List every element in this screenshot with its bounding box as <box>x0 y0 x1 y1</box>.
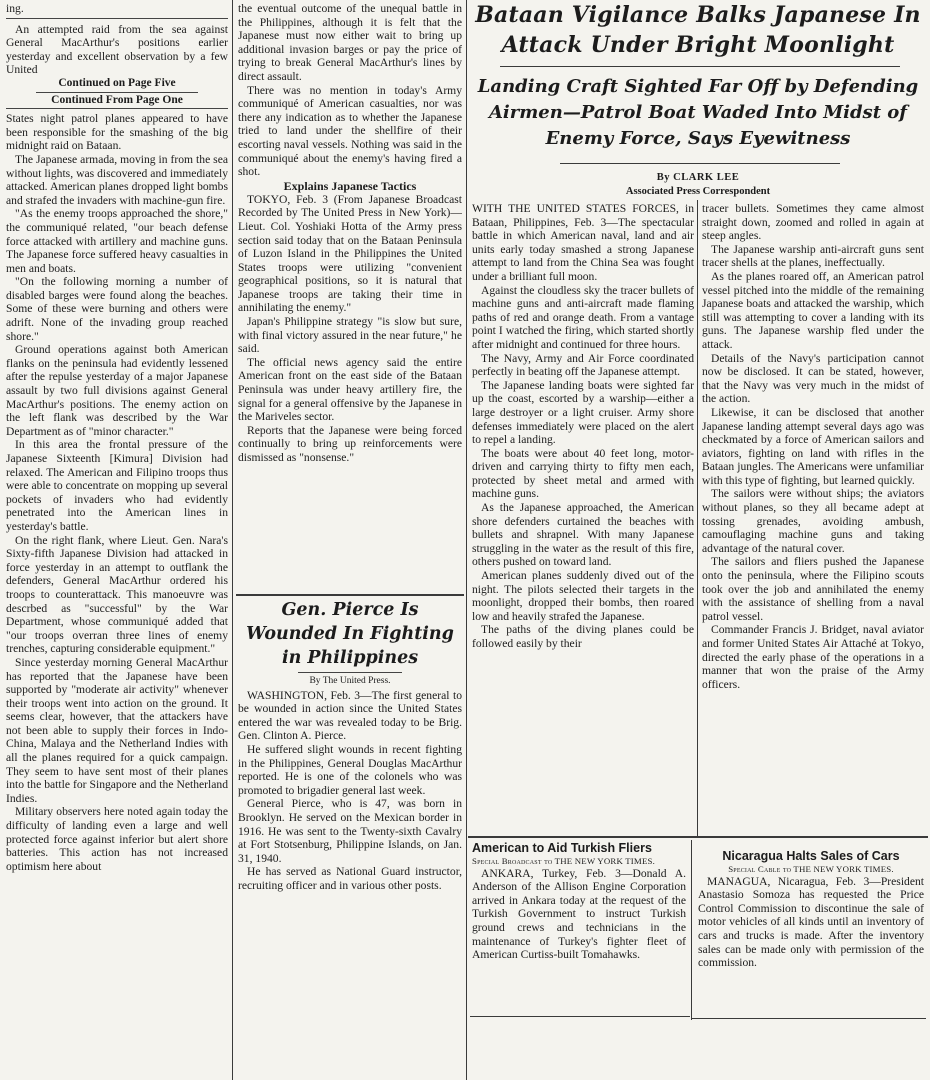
headline-rule <box>560 163 840 164</box>
main-byline-org: Associated Press Correspondent <box>625 186 771 197</box>
paragraph: WITH THE UNITED STATES FORCES, in Bataan, Philippines, Feb. 3—The spectacular battle in which American naval, land and air units early today smashed a strong Japanese attempt to land from the China Sea was fought under a brilliant full moon. <box>472 202 694 283</box>
pierce-headline: Gen. Pierce Is Wounded In Fighting in Philippines <box>246 600 454 668</box>
main-byline: By CLARK LEE <box>656 172 740 183</box>
paragraph: Since yesterday morning General MacArthur has reported that the Japanese have been supported by "moderate air activity" whenever their troops went into action on the ground. It seems clear, however, that the attackers have not been able to supply their forces in Indo-China, Malaya and the Netherland Indies with all the planes required for a quick campaign. They seem to have sent most of their planes into the battle for Singapore and the Netherland Indies. <box>6 655 228 805</box>
continued-on-label: Continued on Page Five <box>58 76 176 89</box>
top-fragment: ing. <box>6 2 24 15</box>
paragraph: The Japanese armada, moving in from the sea without lights, was discovered and immediately attacked. American planes dropped light bombs and strafed the invaders with machine-gun fire. <box>6 152 228 207</box>
nicaragua-article <box>698 850 924 1020</box>
paragraph: The Japanese landing boats were sighted far up the coast, escorted by a warship—either a large destroyer or a light cruiser. Army shore defenses immediately were placed on the alert to repel a landing. <box>472 378 694 447</box>
paragraph: Reports that the Japanese were being forced continually to bring up reinforcements were dismissed as "nonsense." <box>238 423 462 464</box>
paragraph: In this area the frontal pressure of the Japanese Sixteenth [Kimura] Division had relaxed. The American and Filipino troops thus were able to concentrate on mopping up several pockets of invaders who had evidently penetrated into the American lines in yesterday's battle. <box>6 438 228 533</box>
paragraph: MANAGUA, Nicaragua, Feb. 3—President Anastasio Somoza has requested the Price Control Commission to discontinue the sale of motor vehicles of all kinds until an inventory of cars and trucks is made. After the inventory sales can be made only with permission of the commission. <box>698 874 924 970</box>
turkish-credit: Special Broadcast to THE NEW YORK TIMES. <box>472 855 656 866</box>
paragraph: The boats were about 40 feet long, motor-driven and carrying thirty to fifty men each, protected by sheet metal and armed with machine guns. <box>472 446 694 501</box>
paragraph: On the right flank, where Lieut. Gen. Nara's Sixty-fifth Japanese Division had attacked in force yesterday in an attempt to outflank the defenders, General MacArthur ordered his troops to counterattack. This manoeuvre was descrbed as "successful" by the War Department, whose communiqué added that "our troops overran three lines of enemy trenches, capturing considerable equipment." <box>6 533 228 656</box>
turkish-headline: American to Aid Turkish Fliers <box>472 842 652 855</box>
column-1 <box>6 2 228 1080</box>
main-subheadline: Landing Craft Sighted Far Off by Defending Airmen—Patrol Boat Waded Into Midst of Enemy Force, Says Eyewitness <box>477 76 919 149</box>
paragraph: There was no mention in today's Army communiqué of American casualties, nor was there any indication as to whether the Japanese tried to land under the shellfire of their escorting naval vessels. Nothing was said in the communiqué about the enemy's having fired a shot. <box>238 83 462 179</box>
paragraph: ANKARA, Turkey, Feb. 3—Donald A. Anderson of the Allison Engine Corporation arrived in Ankara today at the request of the Turkish Government to instruct Turkish ground crews and technicians in the maintenance of Turkey's fighter fleet of American Curtiss-built Tomahawks. <box>472 866 686 962</box>
divider <box>298 672 402 673</box>
paragraph: Commander Francis J. Bridget, naval aviator and former United States Air Attaché at Tokyo, directed the early phase of the operations in a manner that won the praise of the Army officers. <box>702 623 924 691</box>
nicaragua-credit: Special Cable to THE NEW YORK TIMES. <box>728 863 894 874</box>
column-rule <box>691 840 692 1020</box>
paragraph: States night patrol planes appeared to have been responsible for the smashing of the big midnight raid on Bataan. <box>6 112 228 153</box>
paragraph: The Japanese warship anti-aircraft guns sent tracer shells at the planes, ineffectually. <box>702 242 924 270</box>
divider <box>6 18 228 19</box>
column-rule <box>466 0 467 1080</box>
paragraph: "As the enemy troops approached the shore," the communiqué related, "our beach defense force attacked with artillery and machine guns. The Japanese force suffered heavy casualties in men and boats. <box>6 207 228 275</box>
paragraph: The sailors were without ships; the aviators without planes, so they all became adept at tossing grenades, avoiding ambush, camouflaging machine guns and taking advantage of the natural cover. <box>702 487 924 555</box>
divider <box>6 108 228 109</box>
column-2 <box>238 2 462 592</box>
paragraph: tracer bullets. Sometimes they came almost straight down, zoomed and rolled in again at steep angles. <box>702 202 924 243</box>
tactics-heading: Explains Japanese Tactics <box>283 178 417 193</box>
paragraph: Japan's Philippine strategy "is slow but sure, with final victory assured in the near future," he said. <box>238 315 462 356</box>
paragraph: the eventual outcome of the unequal battle in the Philippines, although it is felt that the Japanese must now either wait to bring up additional invasion barges or pay the price of trying to break General MacArthur's lines by direct assault. <box>238 2 462 83</box>
paragraph: The paths of the diving planes could be followed easily by their <box>472 623 694 650</box>
column-rule <box>232 0 233 1080</box>
main-column-a <box>472 202 694 834</box>
paragraph: Ground operations against both American flanks on the peninsula had evidently lessened after the repulse yesterday of a major Japanese assault by two full divisions against General MacArthur's positions. The enemy action on the left flank was described by the War Department as of "minor character." <box>6 343 228 438</box>
paragraph: Details of the Navy's participation cannot now be disclosed. It can be stated, however, that the Navy was very much in the midst of the action. <box>702 351 924 406</box>
turkish-article <box>472 842 686 1022</box>
paragraph: American planes suddenly dived out of the night. The pilots selected their targets in the moonlight, dropped their bombs, then roared low and heavily strafed the Japanese. <box>472 569 694 623</box>
paragraph: As the Japanese approached, the American shore defenders curtained the beaches with bullets and shrapnel. With many Japanese struggling in the water as the result of this fire, others pushed on toward land. <box>472 501 694 569</box>
box-rule <box>692 1018 926 1019</box>
paragraph: The official news agency said the entire American front on the east side of the Bataan Peninsula was under heavy artillery fire, the signal for a general offensive by the Japanese in the Mariveles sector. <box>238 355 462 424</box>
headline-rule <box>500 66 900 67</box>
pierce-byline: By The United Press. <box>309 676 391 686</box>
box-rule <box>470 1016 690 1017</box>
paragraph: Against the cloudless sky the tracer bullets of machine guns and anti-aircraft made flaming paths of red and orange death. From a vantage point I watched the firing, which started shortly after midnight and continued for three hours. <box>472 283 694 351</box>
divider <box>36 92 198 93</box>
paragraph: He has served as National Guard instructor, recruiting officer and in various other posts. <box>238 865 462 892</box>
main-headline: Bataan Vigilance Balks Japanese In Attack Under Bright Moonlight <box>475 2 921 58</box>
section-rule <box>236 594 464 596</box>
main-column-b <box>702 202 924 834</box>
paragraph: He suffered slight wounds in recent fighting in the Philippines, General Douglas MacArthur reported. He is one of the colonels who was promoted to brigadier general last week. <box>238 742 462 797</box>
paragraph: General Pierce, who is 47, was born in Brooklyn. He served on the Mexican border in 1916. He was sent to the Twenty-sixth Cavalry at Fort Stotsenburg, Philippine Islands, on Jan. 31, 1940. <box>238 797 462 865</box>
intro-paragraph: An attempted raid from the sea against General MacArthur's positions earlier yesterday and excellent observation by a few United <box>6 22 228 77</box>
paragraph: The Navy, Army and Air Force coordinated perfectly in beating off the Japanese attempt. <box>472 351 694 379</box>
paragraph: TOKYO, Feb. 3 (From Japanese Broadcast Recorded by The United Press in New York)—Lieut. Col. Yoshiaki Hotta of the Army press section said today that on the Bataan Peninsula of Luzon Island in the Philippines the United States troops were utilizing "convenient geographical positions, so it is natural that Japanese troops are taking their time in annihilating the enemy." <box>238 192 462 315</box>
paragraph: Military observers here noted again today the difficulty of landing even a large and well protected force against inferior but alert shore batteries. This action has not increased optimism here about <box>6 805 228 873</box>
column-rule <box>697 200 698 836</box>
paragraph: WASHINGTON, Feb. 3—The first general to be wounded in action since the United States entered the war was revealed today to be Brig. Gen. Clinton A. Pierce. <box>238 688 462 743</box>
paragraph: Likewise, it can be disclosed that another Japanese landing attempt several days ago was checkmated by a force of American sailors and aviators, fighting on land with rifles in the Bataan jungles. The Americans were unfamiliar with this type of fighting, but learned quickly. <box>702 405 924 487</box>
section-rule <box>468 836 928 838</box>
nicaragua-headline: Nicaragua Halts Sales of Cars <box>722 850 900 863</box>
paragraph: "On the following morning a number of disabled barges were found along the beaches. Some of these were burning and others were adrift. None of the invading group reached shore." <box>6 275 228 343</box>
paragraph: As the planes roared off, an American patrol vessel pitched into the middle of the remaining Japanese boats and attacked the warship, which still was attempting to cover a landing with its guns. The Japanese warship fled under the attack. <box>702 269 924 351</box>
paragraph: The sailors and fliers pushed the Japanese onto the peninsula, where the Filipino scouts took over the job and annihilated the enemy with the assistance of shelling from a naval patrol vessel. <box>702 555 924 623</box>
continued-from-label: Continued From Page One <box>51 93 183 106</box>
pierce-article <box>238 598 462 978</box>
